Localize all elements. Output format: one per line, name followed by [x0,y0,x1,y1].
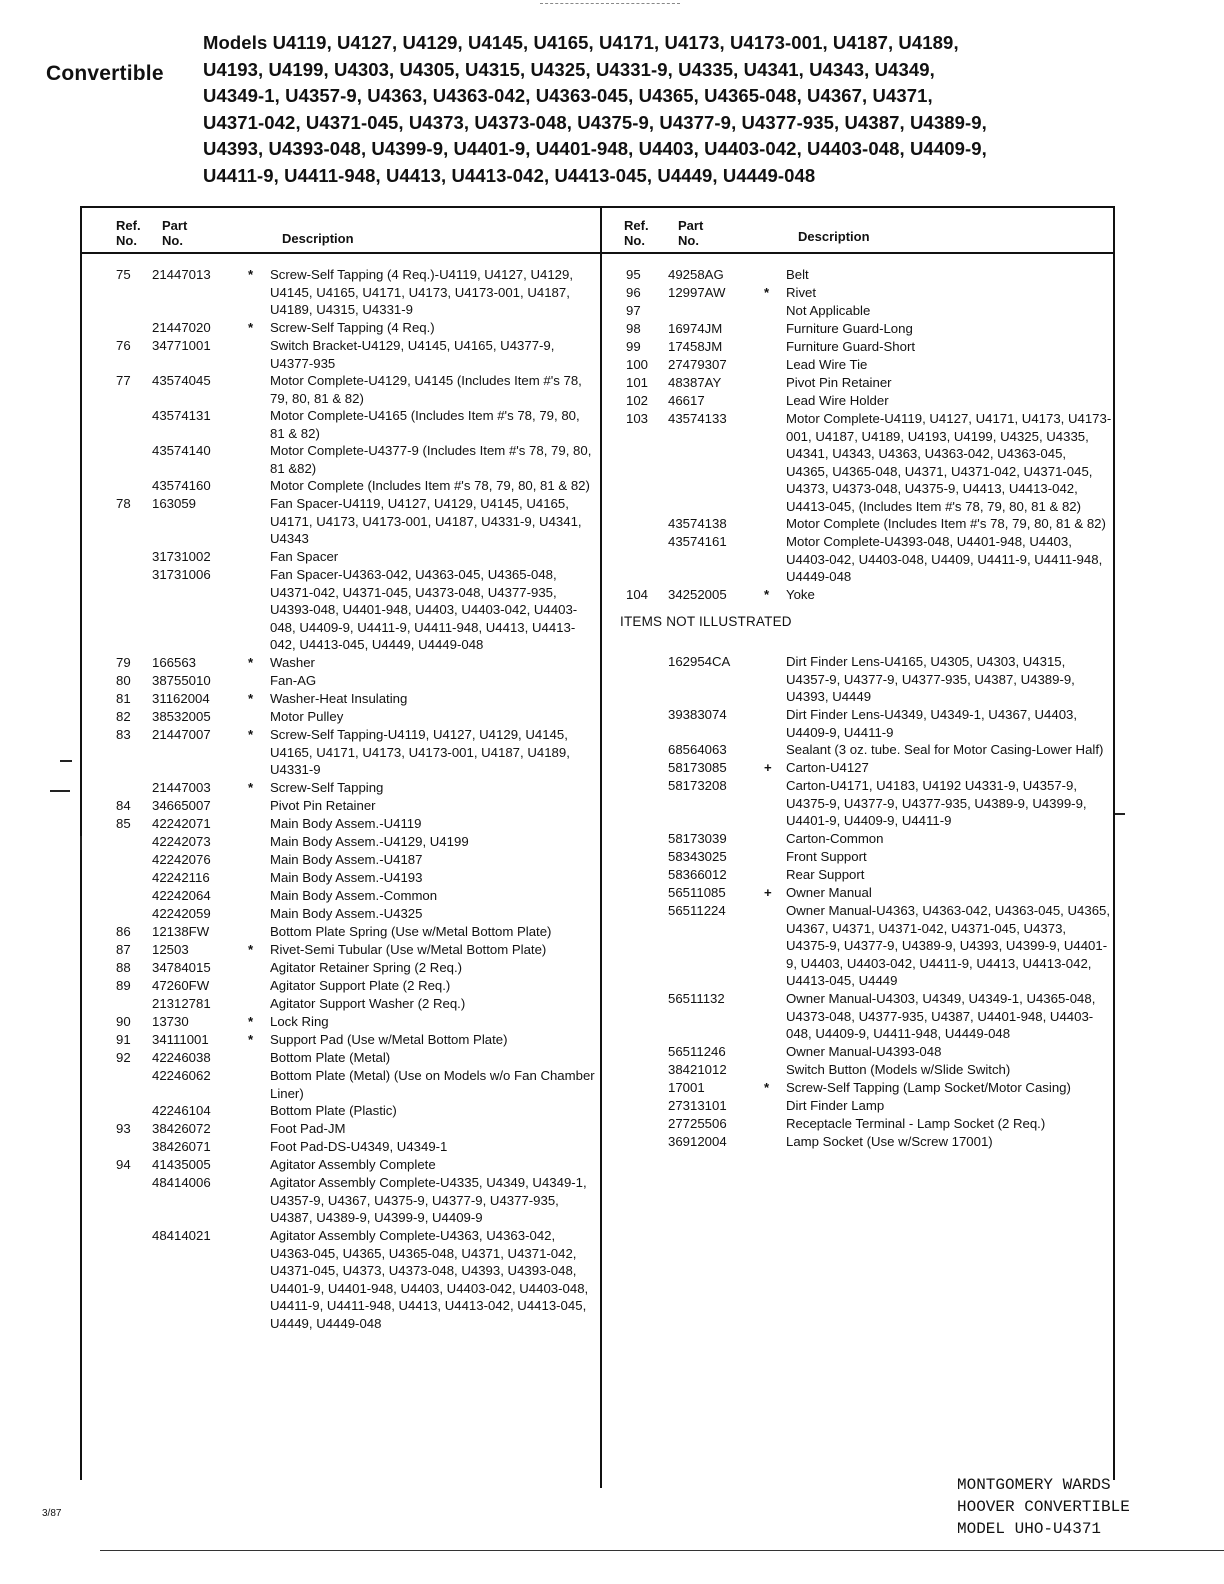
part-no: 17458JM [668,339,723,354]
part-description: Fan-AG [270,673,317,688]
part-description: Agitator Assembly Complete-U4363, U4363-042, U4363-045, U4365, U4365-048, U4371, U4371-042, U4371-045, U4373, U4373-048, U4393, U4393-048, U4401-9, U4401-948, U4403, U4403-042, U4403-048, U4411-9, U4411-948, U4413, U4413-042, U4413-045, U4449, U4449-048 [270,1228,589,1331]
part-no: 27313101 [668,1098,727,1113]
table-row [110,690,598,708]
column-divider [600,206,602,1488]
part-description: Motor Complete (Includes Item #'s 78, 79, 80, 81 & 82) [786,516,1106,531]
table-row [110,1138,598,1156]
ref-header: Ref. No. [116,218,141,248]
ref-no: 89 [116,978,131,993]
part-description: Motor Complete-U4165 (Includes Item #'s 78, 79, 80, 81 & 82) [270,408,580,441]
table-row [110,1227,598,1332]
part-description: Sealant (3 oz. tube. Seal for Motor Casing-Lower Half) [786,742,1104,757]
table-row [620,586,1115,604]
part-no: 43574161 [668,534,727,549]
ref-no: 91 [116,1032,131,1047]
part-mark: * [248,1014,254,1029]
part-description: Main Body Assem.-U4193 [270,870,423,885]
part-description: Owner Manual-U4363, U4363-042, U4363-045, U4365, U4367, U4371, U4371-042, U4371-045, U4373, U4375-9, U4377-9, U4389-9, U4393, U4399-9, U4401-9, U4403, U4403-042, U4411-9, U4413, U4413-042, U4413-045, U4449 [786,903,1111,988]
part-description: Carton-U4171, U4183, U4192 U4331-9, U4357-9, U4375-9, U4377-9, U4377-935, U4389-9, U4399-9, U4401-9, U4409-9, U4411-9 [786,778,1087,828]
part-description: Main Body Assem.-U4187 [270,852,423,867]
part-no: 48387AY [668,375,722,390]
ref-no: 95 [626,267,641,282]
part-no: 58366012 [668,867,727,882]
table-row [110,1120,598,1138]
ref-no: 100 [626,357,649,372]
part-description: Agitator Assembly Complete [270,1157,436,1172]
part-no: 56511132 [668,991,725,1006]
table-row [110,266,598,319]
table-row [110,319,598,337]
part-no: 56511085 [668,885,726,900]
part-no: 58343025 [668,849,727,864]
ref-no: 85 [116,816,131,831]
ref-no: 87 [116,942,131,957]
part-no: 31731006 [152,567,211,582]
part-no: 21447007 [152,727,211,742]
footer-line: MODEL UHO-U4371 [957,1520,1102,1538]
part-mark: * [248,655,254,670]
part-no: 56511246 [668,1044,726,1059]
ref-no: 83 [116,727,131,742]
column-header [620,216,1115,252]
table-row [620,515,1115,533]
footer-block [957,1474,1130,1540]
table-row [110,959,598,977]
part-description: Carton-Common [786,831,884,846]
part-no: 39383074 [668,707,727,722]
ref-no: 80 [116,673,131,688]
table-row [110,887,598,905]
section-gap [620,635,1115,653]
part-no: 49258AG [668,267,724,282]
part-description: Yoke [786,587,815,602]
part-description: Washer [270,655,315,670]
table-row [110,566,598,654]
table-row [620,338,1115,356]
part-no: 42242059 [152,906,211,921]
table-row [110,1049,598,1067]
table-row [110,869,598,887]
part-description: Pivot Pin Retainer [270,798,376,813]
part-description: Bottom Plate (Metal) [270,1050,391,1065]
part-no: 68564063 [668,742,727,757]
ref-no: 86 [116,924,131,939]
table-row [620,410,1115,515]
ref-no: 93 [116,1121,131,1136]
table-row [110,905,598,923]
description-header: Description [282,231,354,246]
part-no: 43574138 [668,516,727,531]
margin-mark [50,790,70,792]
part-description: Motor Complete-U4119, U4127, U4171, U4173, U4173-001, U4187, U4189, U4193, U4199, U4325, U4335, U4341, U4343, U4363, U4363-042, U4363-045, U4365, U4365-048, U4371, U4371-042, U4371-045, U4373, U4373-048, U4375-9, U4413, U4413-042, U4413-045, (Includes Item #'s 78, 79, 80, 81 & 82) [786,411,1112,514]
left-rows [110,266,598,1332]
table-row [110,923,598,941]
section-label: ITEMS NOT ILLUSTRATED [620,614,792,629]
part-description: Pivot Pin Retainer [786,375,892,390]
table-row [620,777,1115,830]
table-row [620,866,1115,884]
table-row [620,1133,1115,1151]
table-row [110,1174,598,1227]
part-no: 21312781 [152,996,211,1011]
models-line: U4411-9, U4411-948, U4413, U4413-042, U4413-045, U4449, U4449-048 [203,164,816,186]
table-row [110,779,598,797]
ref-no: 81 [116,691,131,706]
part-description: Owner Manual-U4393-048 [786,1044,942,1059]
part-description: Screw-Self Tapping (4 Req.)-U4119, U4127, U4129, U4145, U4165, U4171, U4173, U4173-001, U4187, U4189, U4315, U4331-9 [270,267,573,317]
part-description: Rear Support [786,867,865,882]
part-no: 12997AW [668,285,726,300]
part-no: 38426072 [152,1121,211,1136]
ref-no: 96 [626,285,641,300]
models-line: Models U4119, U4127, U4129, U4145, U4165, U4171, U4173, U4173-001, U4187, U4189, [203,32,959,53]
part-no: 46617 [668,393,705,408]
part-no: 42242076 [152,852,211,867]
part-description: Main Body Assem.-U4325 [270,906,423,921]
ref-no: 84 [116,798,131,813]
part-no: 42246038 [152,1050,211,1065]
margin-mark [60,760,72,762]
table-row [620,266,1115,284]
ref-no: 77 [116,373,131,388]
models-line: U4349-1, U4357-9, U4363, U4363-042, U4363-045, U4365, U4365-048, U4367, U4371, [203,85,933,106]
table-row [620,533,1115,586]
table-row [110,995,598,1013]
part-no: 34665007 [152,798,211,813]
part-no: 27479307 [668,357,727,372]
part-mark: * [248,780,254,795]
table-row [620,1097,1115,1115]
part-no: 21447003 [152,780,211,795]
table-row [110,1102,598,1120]
table-row [620,830,1115,848]
part-description: Fan Spacer-U4363-042, U4363-045, U4365-048, U4371-042, U4371-045, U4373-048, U4377-935, U4393-048, U4401-948, U4403, U4403-042, U4403-048, U4409-9, U4411-9, U4411-948, U4413, U4413-042, U4413-045, U4449, U4449-048 [270,567,578,652]
part-mark: * [248,691,254,706]
models-line: U4393, U4393-048, U4399-9, U4401-9, U4401-948, U4403, U4403-042, U4403-048, U4409-9, [203,138,987,159]
part-no: 42242071 [152,816,211,831]
revision-date: 3/87 [42,1508,62,1519]
table-row [110,977,598,995]
table-row [110,1067,598,1102]
part-no: 34771001 [152,338,211,353]
table-row [620,759,1115,777]
part-description: Screw-Self Tapping (Lamp Socket/Motor Casing) [786,1080,1071,1095]
part-mark: * [248,942,254,957]
ref-no: 92 [116,1050,131,1065]
part-description: Agitator Assembly Complete-U4335, U4349, U4349-1, U4357-9, U4367, U4375-9, U4377-9, U4377-935, U4387, U4389-9, U4399-9, U4409-9 [270,1175,587,1225]
table-row [620,884,1115,902]
ref-no: 103 [626,411,649,426]
part-no: 34252005 [668,587,727,602]
table-row [110,941,598,959]
part-no: 42246062 [152,1068,211,1083]
part-description: Lead Wire Holder [786,393,889,408]
part-description: Main Body Assem.-U4129, U4199 [270,834,469,849]
margin-mark [1115,813,1125,815]
table-row [110,833,598,851]
part-description: Owner Manual [786,885,872,900]
part-description: Screw-Self Tapping [270,780,384,795]
ref-no: 94 [116,1157,131,1172]
part-mark: + [764,760,772,775]
part-description: Owner Manual-U4303, U4349, U4349-1, U4365-048, U4373-048, U4377-935, U4387, U4401-948, U4403-048, U4409-9, U4411-948, U4449-048 [786,991,1096,1041]
table-row [110,815,598,833]
part-no: 41435005 [152,1157,211,1172]
table-row [110,726,598,779]
part-no: 166563 [152,655,197,670]
part-mark: + [764,885,772,900]
table-row [620,374,1115,392]
part-description: Bottom Plate Spring (Use w/Metal Bottom Plate) [270,924,552,939]
part-no: 38532005 [152,709,211,724]
part-description: Rivet-Semi Tubular (Use w/Metal Bottom Plate) [270,942,547,957]
part-header: Part No. [162,218,188,248]
ref-no: 75 [116,267,131,282]
part-description: Fan Spacer [270,549,339,564]
top-edge-mark [540,3,680,6]
table-row [110,1013,598,1031]
table-row [620,741,1115,759]
left-column [110,216,598,1332]
part-no: 12138FW [152,924,210,939]
table-row [110,1031,598,1049]
part-mark: * [248,1032,254,1047]
table-row [110,708,598,726]
not-illustrated-rows [620,653,1115,1151]
ref-no: 97 [626,303,641,318]
part-no: 13730 [152,1014,189,1029]
part-description: Motor Complete-U4129, U4145 (Includes Item #'s 78, 79, 80, 81 & 82) [270,373,582,406]
part-no: 17001 [668,1080,705,1095]
part-description: Rivet [786,285,817,300]
part-no: 42246104 [152,1103,211,1118]
description-header: Description [798,229,870,244]
part-description: Foot Pad-DS-U4349, U4349-1 [270,1139,448,1154]
table-row [110,407,598,442]
part-no: 58173085 [668,760,727,775]
ref-no: 76 [116,338,131,353]
table-row [620,653,1115,706]
table-row [620,706,1115,741]
table-row [110,654,598,672]
part-no: 31162004 [152,691,210,706]
part-description: Belt [786,267,809,282]
part-no: 12503 [152,942,189,957]
part-description: Dirt Finder Lens-U4349, U4349-1, U4367, U4403, U4409-9, U4411-9 [786,707,1078,740]
margin-mark [80,836,82,850]
table-row [620,1079,1115,1097]
part-no: 58173208 [668,778,727,793]
part-mark: * [764,1080,770,1095]
models-list [203,30,1193,189]
part-description: Foot Pad-JM [270,1121,346,1136]
right-column [620,216,1115,1151]
part-description: Agitator Retainer Spring (2 Req.) [270,960,463,975]
column-header [110,216,598,252]
part-description: Support Pad (Use w/Metal Bottom Plate) [270,1032,508,1047]
part-no: 162954CA [668,654,731,669]
part-no: 16974JM [668,321,723,336]
part-no: 38421012 [668,1062,727,1077]
part-description: Dirt Finder Lamp [786,1098,885,1113]
part-no: 47260FW [152,978,210,993]
table-row [620,320,1115,338]
part-description: Carton-U4127 [786,760,869,775]
part-no: 42242116 [152,870,210,885]
part-no: 36912004 [668,1134,727,1149]
part-description: Lead Wire Tie [786,357,868,372]
part-mark: * [248,267,254,282]
page-title: Convertible [46,62,164,85]
part-description: Motor Complete-U4393-048, U4401-948, U4403, U4403-042, U4403-048, U4409, U4411-9, U4411-948, U4449-048 [786,534,1103,584]
ref-no: 98 [626,321,641,336]
table-row [620,1061,1115,1079]
part-description: Motor Complete-U4377-9 (Includes Item #'s 78, 79, 80, 81 &82) [270,443,592,476]
table-row [620,1115,1115,1133]
part-no: 21447020 [152,320,211,335]
table-row [620,902,1115,990]
part-description: Agitator Support Plate (2 Req.) [270,978,451,993]
part-description: Agitator Support Washer (2 Req.) [270,996,466,1011]
table-row [110,672,598,690]
table-row [620,302,1115,320]
table-row [110,372,598,407]
part-description: Main Body Assem.-U4119 [270,816,422,831]
table-row [620,356,1115,374]
ref-no: 82 [116,709,131,724]
footer-line: MONTGOMERY WARDS [957,1476,1111,1494]
part-description: Dirt Finder Lens-U4165, U4305, U4303, U4315, U4357-9, U4377-9, U4377-935, U4387, U4389-9, U4393, U4449 [786,654,1075,704]
part-description: Bottom Plate (Metal) (Use on Models w/o Fan Chamber Liner) [270,1068,595,1101]
part-no: 31731002 [152,549,211,564]
table-row [110,548,598,566]
part-description: Fan Spacer-U4119, U4127, U4129, U4145, U4165, U4171, U4173, U4173-001, U4187, U4331-9, U4341, U4343 [270,496,582,546]
part-no: 56511224 [668,903,726,918]
ref-no: 79 [116,655,131,670]
ref-no: 101 [626,375,649,390]
part-description: Screw-Self Tapping-U4119, U4127, U4129, U4145, U4165, U4171, U4173, U4173-001, U4187, U4189, U4331-9 [270,727,570,777]
part-header: Part No. [678,218,704,248]
part-description: Lock Ring [270,1014,329,1029]
part-description: Furniture Guard-Short [786,339,915,354]
table-row [110,797,598,815]
table-row [110,495,598,548]
part-description: Screw-Self Tapping (4 Req.) [270,320,435,335]
part-description: Motor Pulley [270,709,344,724]
part-no: 42242073 [152,834,211,849]
ref-no: 90 [116,1014,131,1029]
part-description: Washer-Heat Insulating [270,691,408,706]
part-mark: * [248,320,254,335]
part-no: 38426071 [152,1139,211,1154]
part-description: Front Support [786,849,867,864]
table-row [620,990,1115,1043]
models-line: U4371-042, U4371-045, U4373, U4373-048, U4375-9, U4377-9, U4377-935, U4387, U4389-9, [203,111,987,133]
bottom-rule [100,1550,1224,1551]
table-row [110,442,598,477]
part-no: 43574045 [152,373,211,388]
part-no: 58173039 [668,831,727,846]
part-no: 48414021 [152,1228,211,1243]
part-no: 27725506 [668,1116,727,1131]
part-description: Switch Button (Models w/Slide Switch) [786,1062,1011,1077]
table-row [620,1043,1115,1061]
part-no: 34111001 [152,1032,209,1047]
right-rows [620,266,1115,604]
part-no: 43574160 [152,478,211,493]
table-row [620,284,1115,302]
part-description: Main Body Assem.-Common [270,888,438,903]
ref-no: 104 [626,587,649,602]
part-description: Lamp Socket (Use w/Screw 17001) [786,1134,993,1149]
ref-no: 88 [116,960,131,975]
ref-no: 99 [626,339,641,354]
part-description: Bottom Plate (Plastic) [270,1103,397,1118]
part-description: Switch Bracket-U4129, U4145, U4165, U4377-9, U4377-935 [270,338,555,371]
part-mark: * [248,727,254,742]
part-description: Furniture Guard-Long [786,321,913,336]
part-description: Motor Complete (Includes Item #'s 78, 79, 80, 81 & 82) [270,478,590,493]
part-description: Receptacle Terminal - Lamp Socket (2 Req.) [786,1116,1046,1131]
table-row [620,392,1115,410]
table-row [110,851,598,869]
table-row [110,337,598,372]
models-line: U4193, U4199, U4303, U4305, U4315, U4325, U4331-9, U4335, U4341, U4343, U4349, [203,58,935,80]
ref-no: 78 [116,496,131,511]
part-no: 48414006 [152,1175,211,1190]
table-row [620,848,1115,866]
part-mark: * [764,285,770,300]
part-no: 43574140 [152,443,211,458]
part-no: 38755010 [152,673,211,688]
part-no: 34784015 [152,960,211,975]
part-no: 21447013 [152,267,211,282]
part-no: 43574133 [668,411,727,426]
part-mark: * [764,587,770,602]
ref-no: 102 [626,393,649,408]
part-no: 43574131 [152,408,211,423]
footer-line: HOOVER CONVERTIBLE [957,1498,1130,1516]
table-row [110,477,598,495]
part-no: 42242064 [152,888,211,903]
ref-header: Ref. No. [624,218,649,248]
part-description: Not Applicable [786,303,871,318]
part-no: 163059 [152,496,197,511]
table-row [110,1156,598,1174]
